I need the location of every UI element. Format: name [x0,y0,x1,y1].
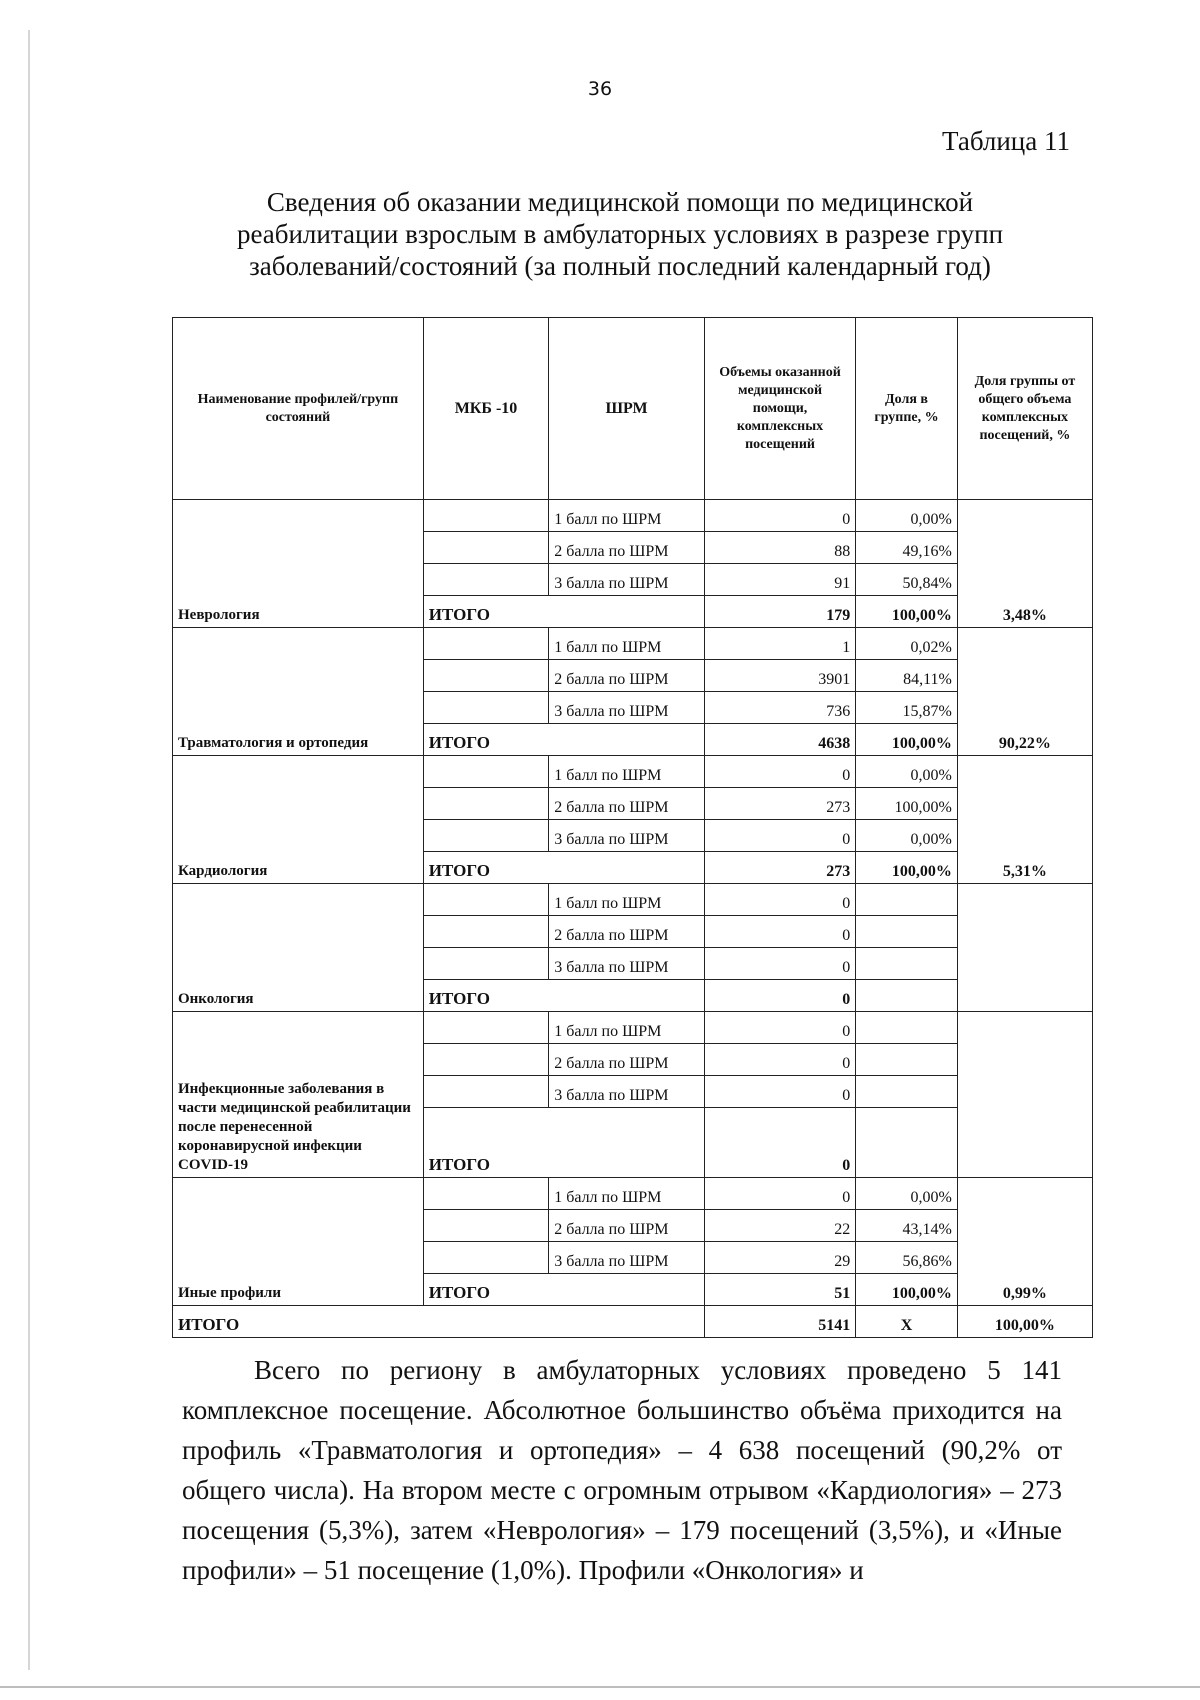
share-cell: 0,00% [856,1178,958,1210]
volume-cell: 0 [704,948,855,980]
volume-cell: 0 [704,916,855,948]
share-cell: 50,84% [856,564,958,596]
header-shrm: ШРМ [549,318,705,500]
header-row [173,318,1093,500]
volume-cell: 1 [704,628,855,660]
shrm-cell: 2 балла по ШРМ [549,788,705,820]
shrm-cell: 3 балла по ШРМ [549,692,705,724]
profile-name: Иные профили [173,1178,424,1306]
shrm-cell: 2 балла по ШРМ [549,1044,705,1076]
mkb-cell [423,820,548,852]
volume-cell: 736 [704,692,855,724]
share-cell [856,1044,958,1076]
mkb-cell [423,1242,548,1274]
mkb-cell [423,884,548,916]
shrm-cell: 1 балл по ШРМ [549,884,705,916]
mkb-cell [423,564,548,596]
itogo-label: ИТОГО [423,1108,704,1178]
volume-total-cell: 0 [704,980,855,1012]
itogo-label: ИТОГО [423,980,704,1012]
share-cell: 0,00% [856,500,958,532]
volume-cell: 29 [704,1242,855,1274]
itogo-label: ИТОГО [423,1274,704,1306]
volume-total-cell: 179 [704,596,855,628]
page-number: 36 [587,78,613,100]
mkb-cell [423,916,548,948]
share-cell: 0,02% [856,628,958,660]
volume-total-cell: 51 [704,1274,855,1306]
share-cell [856,1076,958,1108]
share-cell: 49,16% [856,532,958,564]
grand-total-share-total: 100,00% [957,1306,1092,1338]
table-label: Таблица 11 [942,126,1070,156]
share-total-group-cell: 100,00% [856,596,958,628]
shrm-cell: 1 балл по ШРМ [549,628,705,660]
volume-total-cell: 0 [704,1108,855,1178]
scan-edge-line [28,30,30,1670]
table-row [173,1178,1093,1210]
shrm-cell: 3 балла по ШРМ [549,820,705,852]
header-profile: Наименование профилей/групп состояний [173,318,424,500]
mkb-cell [423,532,548,564]
shrm-cell: 2 балла по ШРМ [549,916,705,948]
mkb-cell [423,1210,548,1242]
mkb-cell [423,660,548,692]
shrm-cell: 2 балла по ШРМ [549,532,705,564]
profile-name: Кардиология [173,756,424,884]
header-share-total: Доля группы от общего объема комплексных посещений, % [957,318,1092,500]
share-total-cell: 90,22% [957,628,1092,756]
volume-cell: 0 [704,884,855,916]
table-row [173,628,1093,660]
shrm-cell: 3 балла по ШРМ [549,1076,705,1108]
mkb-cell [423,1012,548,1044]
share-cell: 43,14% [856,1210,958,1242]
volume-cell: 0 [704,1076,855,1108]
mkb-cell [423,1044,548,1076]
itogo-label: ИТОГО [423,596,704,628]
mkb-cell [423,500,548,532]
header-volume: Объемы оказанной медицинской помощи, комплексных посещений [704,318,855,500]
profile-name: Травматология и ортопедия [173,628,424,756]
share-total-group-cell [856,980,958,1012]
mkb-cell [423,1178,548,1210]
header-mkb: МКБ -10 [423,318,548,500]
share-total-cell [957,1012,1092,1178]
mkb-cell [423,788,548,820]
share-cell: 56,86% [856,1242,958,1274]
volume-cell: 88 [704,532,855,564]
table-row [173,500,1093,532]
summary-paragraph: Всего по региону в амбулаторных условиях проведено 5 141 комплексное посещение. Абсолютное большинство объёма приходится на профиль «Травматология и ортопедия» – 4 638 посещений (90,2% от общего числа). На втором месте с огромным отрывом «Кардиология» – 273 посещения (5,3%), затем «Неврология» – 179 посещений (3,5%), и «Иные профили» – 51 посещение (1,0%). Профили «Онкология» и [182,1355,1062,1585]
volume-cell: 0 [704,1044,855,1076]
share-total-group-cell: 100,00% [856,852,958,884]
volume-cell: 0 [704,756,855,788]
itogo-label: ИТОГО [423,852,704,884]
shrm-cell: 3 балла по ШРМ [549,1242,705,1274]
volume-cell: 0 [704,500,855,532]
shrm-cell: 3 балла по ШРМ [549,564,705,596]
share-cell: 0,00% [856,756,958,788]
share-total-cell: 5,31% [957,756,1092,884]
volume-cell: 0 [704,1178,855,1210]
share-cell: 100,00% [856,788,958,820]
mkb-cell [423,948,548,980]
grand-total-volume: 5141 [704,1306,855,1338]
shrm-cell: 1 балл по ШРМ [549,1012,705,1044]
mkb-cell [423,692,548,724]
profile-name: Онкология [173,884,424,1012]
share-total-group-cell: 100,00% [856,1274,958,1306]
share-total-cell [957,884,1092,1012]
share-cell [856,1012,958,1044]
table-caption: Сведения об оказании медицинской помощи по медицинской реабилитации взрослым в амбулаторных условиях в разрезе групп заболеваний/состояний (за полный последний календарный год) [236,187,1004,281]
header-share-group: Доля в группе, % [856,318,958,500]
volume-cell: 22 [704,1210,855,1242]
share-total-group-cell [856,1108,958,1178]
shrm-cell: 2 балла по ШРМ [549,1210,705,1242]
volume-cell: 91 [704,564,855,596]
share-cell: 84,11% [856,660,958,692]
mkb-cell [423,1076,548,1108]
volume-total-cell: 273 [704,852,855,884]
share-total-cell: 3,48% [957,500,1092,628]
scan-bottom-line [0,1686,1200,1688]
volume-total-cell: 4638 [704,724,855,756]
table-row [173,1012,1093,1044]
shrm-cell: 1 балл по ШРМ [549,756,705,788]
itogo-label: ИТОГО [423,724,704,756]
profile-name: Инфекционные заболевания в части медицинской реабилитации после перенесенной коронавирусной инфекции COVID-19 [173,1012,424,1178]
share-cell: 0,00% [856,820,958,852]
share-cell [856,916,958,948]
rehabilitation-table [172,317,1093,1338]
mkb-cell [423,628,548,660]
share-total-group-cell: 100,00% [856,724,958,756]
volume-cell: 273 [704,788,855,820]
grand-total-row [173,1306,1093,1338]
profile-name: Неврология [173,500,424,628]
table-row [173,756,1093,788]
volume-cell: 0 [704,820,855,852]
share-total-cell: 0,99% [957,1178,1092,1306]
share-cell [856,884,958,916]
table-row [173,884,1093,916]
share-cell [856,948,958,980]
shrm-cell: 3 балла по ШРМ [549,948,705,980]
mkb-cell [423,756,548,788]
shrm-cell: 2 балла по ШРМ [549,660,705,692]
grand-total-label: ИТОГО [173,1306,705,1338]
volume-cell: 0 [704,1012,855,1044]
shrm-cell: 1 балл по ШРМ [549,1178,705,1210]
share-cell: 15,87% [856,692,958,724]
shrm-cell: 1 балл по ШРМ [549,500,705,532]
volume-cell: 3901 [704,660,855,692]
grand-total-share: Х [856,1306,958,1338]
